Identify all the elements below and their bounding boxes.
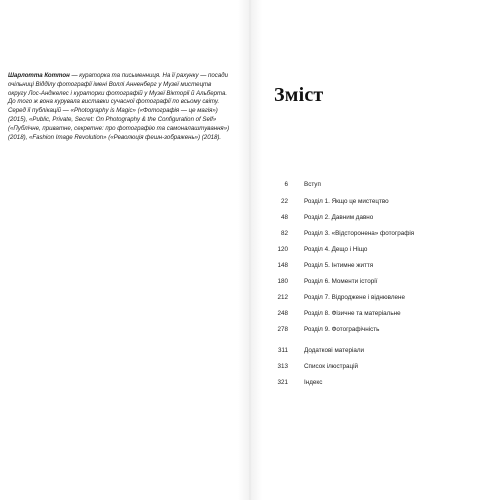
- toc-page-number: 311: [277, 347, 288, 354]
- toc-page-number: 212: [277, 294, 288, 301]
- toc-page-number: 48: [280, 214, 288, 221]
- toc-entry-label: Розділ 7. Відроджене і віднювлене: [304, 294, 405, 301]
- toc-entry-label: Розділ 9. Фотографічність: [304, 326, 380, 333]
- author-bio-text: — кураторка та письменниця. На її рахунку — посади очільниці Відділу фотографії імені Воллі Анненберг у Музеї мистецтв округу Лос-Анджелес і кураторки фотографій у Музеї Вікторії й Альберта. До того ж вона курувала виставки сучасної фотографії по всьому світу. Серед її публікацій — «Photography is Magic» («Фотографія — це магія») (2015), «Public, Private, Secret: On Photography & the Configuration of Self» («Публічне, приватне, секретне: про фотографію та самоналаштування») (2018), «Fashion Image Revolution» («Революція фешн-зображень») (2018).: [8, 72, 230, 141]
- toc-entry-label: Розділ 8. Фізичне та матеріальне: [304, 310, 401, 317]
- page-gutter: [238, 0, 262, 500]
- toc-entry-label: Розділ 2. Давним давно: [304, 214, 374, 221]
- toc-page-number: 148: [277, 262, 288, 269]
- toc-entry-label: Список ілюстрацій: [304, 363, 359, 370]
- toc-page-number: 22: [280, 198, 288, 205]
- toc-page-number: 321: [277, 379, 288, 386]
- toc-page-number: 120: [277, 246, 288, 253]
- toc-entry-label: Розділ 6. Моменти історії: [304, 278, 378, 285]
- author-bio: [8, 72, 230, 142]
- author-name: Шарлотта Коттон: [8, 72, 70, 79]
- toc-page-number: 278: [277, 326, 288, 333]
- toc-page-number: 6: [284, 181, 288, 188]
- toc-title: Зміст: [274, 84, 324, 106]
- toc-page-number: 248: [277, 310, 288, 317]
- toc-entry-label: Вступ: [304, 181, 321, 188]
- toc-entry-label: Розділ 3. «Відсторонена» фотографія: [304, 230, 415, 237]
- toc-entry-label: Розділ 4. Дещо і Ніщо: [304, 246, 368, 253]
- toc-page-number: 313: [277, 363, 288, 370]
- toc-entry-label: Індекс: [304, 379, 323, 386]
- toc-page-number: 180: [277, 278, 288, 285]
- toc-entry-label: Розділ 5. Інтимне життя: [304, 262, 374, 269]
- toc-entry-label: Розділ 1. Якщо це мистецтво: [304, 198, 389, 205]
- toc-entry-label: Додаткові матеріали: [304, 347, 365, 354]
- toc-page-number: 82: [280, 230, 288, 237]
